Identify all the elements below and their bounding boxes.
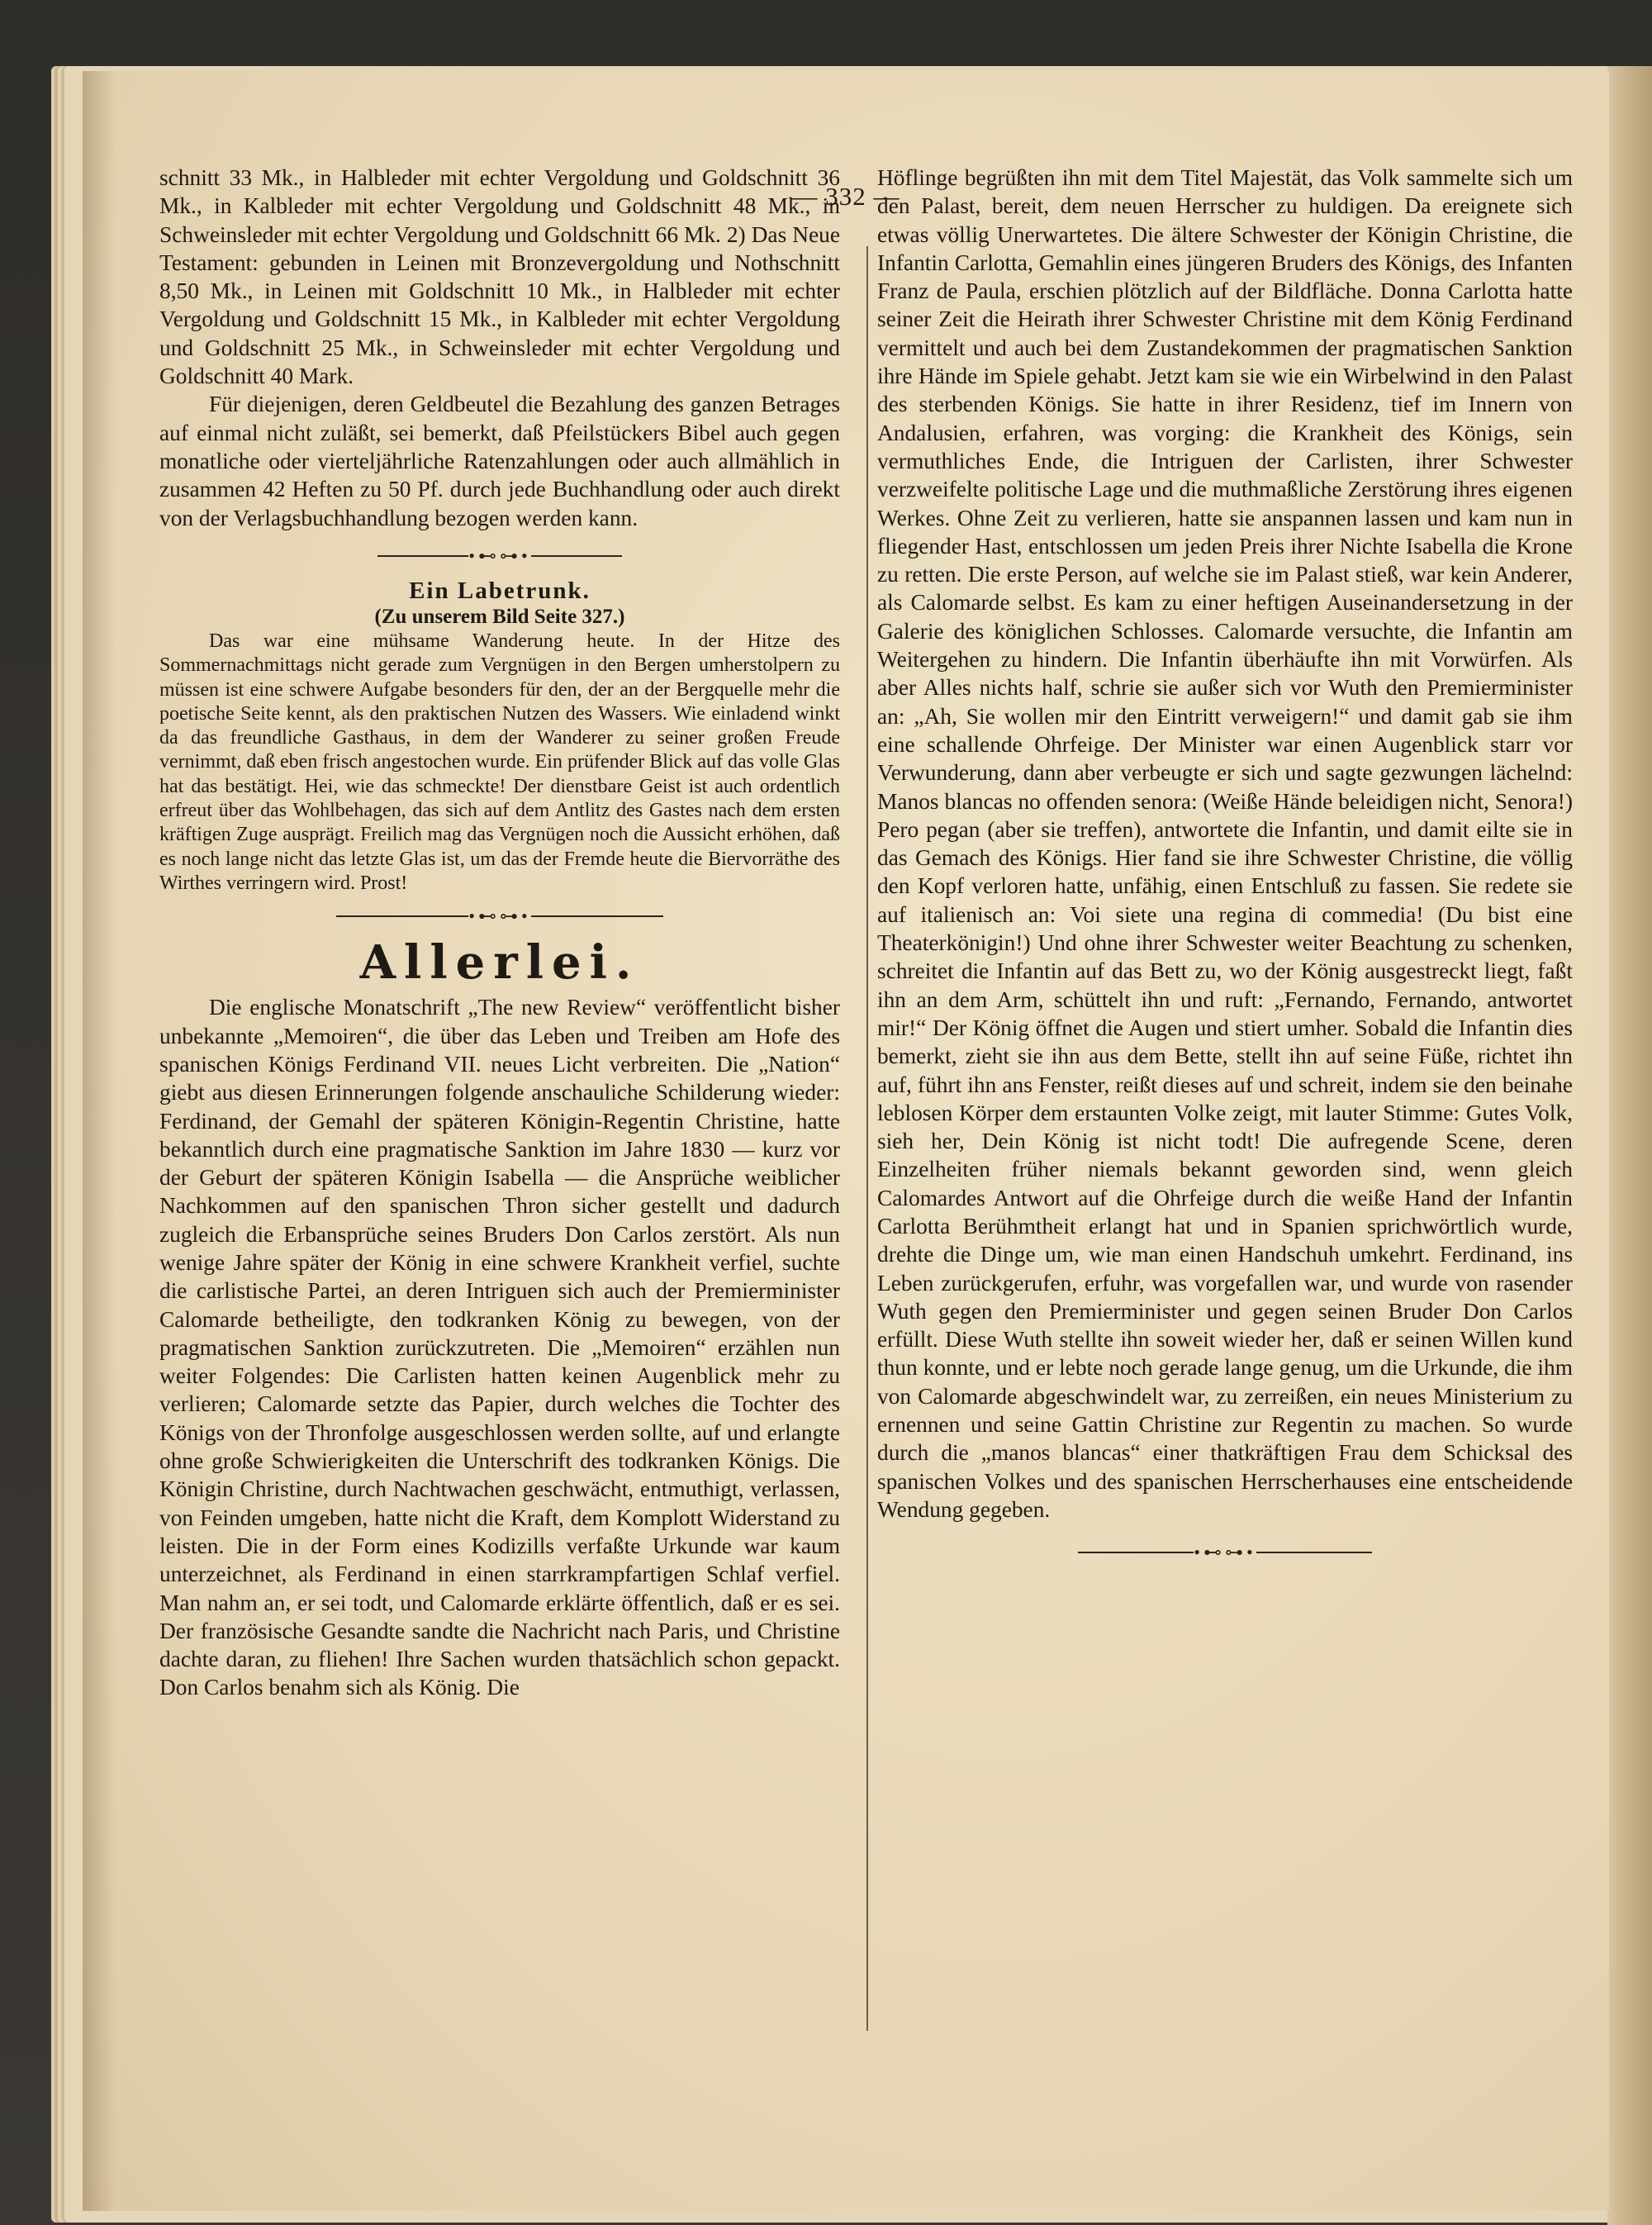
labetrunk-title: Ein Labetrunk. <box>409 577 591 604</box>
page-number: — 332 — <box>791 182 900 211</box>
labetrunk-note: (Zu unserem Bild Seite 327.) <box>374 605 625 628</box>
installment-paragraph: Für diejenigen, deren Geldbeutel die Bezahlung des ganzen Betrages auf einmal nicht zuläßt, sei bemerkt, daß Pfeilstückers Bibel auch gegen monatliche oder vierteljährliche Ratenzahlungen oder auch allmählich in zusammen 42 Heften zu 50 Pf. durch jede Buchhandlung oder auch direkt von der Verlagsbuchhandlung bezogen werden kann. <box>159 392 840 530</box>
allerlei-text: Die englische Monatschrift „The new Review“ veröffentlicht bisher unbekannte „Memoiren“, die über das Leben und Treiben am Hofe des spanischen Königs Ferdinand VII. neues Licht verbreiten. Die „Nation“ giebt aus diesen Erinnerungen folgende anschauliche Schilderung wieder: Ferdinand, der Gemahl der späteren Königin-Regentin Christine, hatte bekanntlich durch eine pragmatische Sanktion im Jahre 1830 — kurz vor der Geburt der späteren Königin Isabella — die Ansprüche weiblicher Nachkommen auf den spanischen Thron sicher gestellt und dadurch zugleich die Erbansprüche seines Bruders Don Carlos zerstört. Als nun wenige Jahre später der König in eine schwere Krankheit verfiel, suchte die carlistische Partei, an deren Intriguen sich auch der Premierminister Calomarde betheiligte, den todkranken König zu bewegen, von der pragmatischen Sanktion zurückzutreten. Die „Memoiren“ erzählen nun weiter Folgendes: Die Carlisten hatten keinen Augenblick mehr zu verlieren; Calomarde setzte das Papier, durch welches die Tochter des Königs von der Thronfolge ausgeschlossen werden sollte, auf und erlangte ohne große Schwierigkeiten die Unterschrift des todkranken Königs. Die Königin Christine, durch Nachtwachen geschwächt, entmuthigt, verlassen, von Feinden umgeben, hatte nicht die Kraft, dem Komplott Widerstand zu leisten. Die in der Form eines Kodizills verfaßte Urkunde war kaum unterzeichnet, als Ferdinand in einen starrkrampfartigen Schlaf verfiel. Man nahm an, er sei todt, und Calomarde erklärte öffentlich, daß er es sei. Der französische Gesandte sandte die Nachricht nach Paris, und Christine dachte daran, zu fliehen! Ihre Sachen wurden thatsächlich schon gepackt. Don Carlos benahm sich als König. Die <box>159 995 840 1700</box>
next-page-edge <box>1607 66 1652 2225</box>
section-ornament: •⊷⊶• <box>159 540 840 570</box>
left-column <box>159 164 840 1702</box>
allerlei-heading: Allerlei. <box>359 935 640 991</box>
allerlei-continuation: Höflinge begrüßten ihn mit dem Titel Majestät, das Volk sammelte sich um den Palast, bereit, dem neuen Herrscher zu huldigen. Da ereignete sich etwas völlig Unerwartetes. Die ältere Schwester der Königin Christine, die Infantin Carlotta, Gemahlin eines jüngeren Bruders des Königs, des Infanten Franz de Paula, erschien plötzlich auf der Bildfläche. Donna Carlotta hatte seiner Zeit die Heirath ihrer Schwester Christine mit dem König Ferdinand vermittelt und auch bei dem Zustandekommen der pragmatischen Sanktion ihre Hände im Spiele gehabt. Jetzt kam sie wie ein Wirbelwind in den Palast des sterbenden Königs. Sie hatte in ihrer Residenz, tief im Innern von Andalusien, erfahren, was vorging: die Krankheit des Königs, sein vermuthliches Ende, die Intriguen der Carlisten, ihrer Schwester verzweifelte politische Lage und die muthmaßliche Zerstörung ihres eigenen Werkes. Ohne Zeit zu verlieren, hatte sie anspannen lassen und kam nun in fliegender Hast, entschlossen um jeden Preis ihrer Nichte Isabella die Krone zu retten. Die erste Person, auf welche sie im Palast stieß, war kein Anderer, als Calomarde selbst. Es kam zu einer heftigen Auseinandersetzung in der Galerie des königlichen Schlosses. Calomarde versuchte, die Infantin am Weitergehen zu hindern. Die Infantin überhäufte ihn mit Vorwürfen. Als aber Alles nichts half, schrie sie außer sich vor Wuth den Premierminister an: „Ah, Sie wollen mir den Eintritt verweigern!“ und damit gab sie ihm eine schallende Ohrfeige. Der Minister war einen Augenblick starr vor Verwunderung, dann aber verbeugte er sich und sagte gezwungen lächelnd: Manos blancas no offenden senora: (Weiße Hände beleidigen nicht, Senora!) Pero pegan (aber sie treffen), antwortete die Infantin, und damit eilte sie in das Gemach des Königs. Hier fand sie ihre Schwester Christine, die völlig den Kopf verloren hatte, unfähig, einen Entschluß zu fassen. Sie redete sie auf italienisch an: Voi siete una regina di commedia! (Du bist eine Theaterkönigin!) Und ohne ihrer Schwester weiter Beachtung zu schenken, schreitet die Infantin auf das Bett zu, wo der König ausgestreckt liegt, faßt ihn an dem Arm, schüttelt ihn und ruft: „Fernando, Fernando, antwortet mir!“ Der König öffnet die Augen und stiert umher. Sobald die Infantin dies bemerkt, zieht sie ihn aus dem Bette, stellt ihn auf seine Füße, richtet ihn auf, führt ihn ans Fenster, reißt dieses auf und schreit, indem sie den beinahe leblosen Körper dem erstaunten Volke zeigt, mit lauter Stimme: Gutes Volk, sieh her, Dein König ist nicht todt! Die aufregende Scene, deren Einzelheiten früher niemals bekannt geworden sind, wenn gleich Calomardes Antwort auf die Ohrfeige durch die weiße Hand der Infantin Carlotta Berühmtheit erlangt hat und in Spanien sprichwörtlich wurde, drehte die Dinge um, wie man einen Handschuh umkehrt. Ferdinand, ins Leben zurückgerufen, erfuhr, was vorgefallen war, und wurde von rasender Wuth gegen den Premierminister und gegen seinen Bruder Don Carlos erfüllt. Diese Wuth stellte ihn soweit wieder her, daß er seinen Willen kund thun konnte, und er lebte noch gerade lange genug, um die Urkunde, die ihm von Calomarde abgeschwindelt war, zu zerreißen, ein neues Ministerium zu ernennen und seine Gattin Christine zur Regentin zu machen. So wurde durch die „manos blancas“ einer thatkräftigen Frau dem Schicksal des spanischen Volkes und des spanischen Herrscherhauses eine entscheidende Wendung gegeben. <box>877 165 1573 1522</box>
section-ornament: •⊷⊶• <box>159 901 840 930</box>
labetrunk-text: Das war eine mühsame Wanderung heute. In der Hitze des Sommernachmittags nicht gerade zum Vergnügen in den Bergen umherstolpern zu müssen ist eine schwere Aufgabe besonders für den, der an der Bergquelle mehr die poetische Seite kennt, als den praktischen Nutzen des Wassers. Wie einladend winkt da das freundliche Gasthaus, in dem der Wanderer zu seiner großen Freude vernimmt, daß eben frisch angestochen wurde. Ein prüfender Blick auf das volle Glas hat das bestätigt. Hei, wie das schmeckte! Der dienstbare Geist ist auch ordentlich erfreut über das Wohlbehagen, das sich auf dem Antlitz des Gastes nach dem ersten kräftigen Zuge ausprägt. Freilich mag das Vergnügen noch die Aussicht erhöhen, daß es noch lange nicht das letzte Glas ist, um das der Fremde heute die Biervorräthe des Wirthes verringern wird. Prost! <box>159 630 840 894</box>
right-column <box>877 164 1573 1573</box>
column-divider <box>866 246 868 2031</box>
document-page <box>83 71 1609 2211</box>
gutter-shadow <box>83 71 116 2211</box>
price-list-paragraph: schnitt 33 Mk., in Halbleder mit echter Vergoldung und Goldschnitt 36 Mk., in Kalbleder mit echter Vergoldung und Goldschnitt 48 Mk., in Schweinsleder mit echter Vergoldung und Goldschnitt 66 Mk. 2) Das Neue Testament: gebunden in Leinen mit Bronzevergoldung und Nothschnitt 8,50 Mk., in Leinen mit Goldschnitt 10 Mk., in Halbleder mit echter Vergoldung und Goldschnitt 15 Mk., in Kalbleder mit echter Vergoldung und Goldschnitt 25 Mk., in Schweinsleder mit echter Vergoldung und Goldschnitt 40 Mark. <box>159 165 840 389</box>
section-ornament: •⊷⊶• <box>877 1537 1573 1567</box>
